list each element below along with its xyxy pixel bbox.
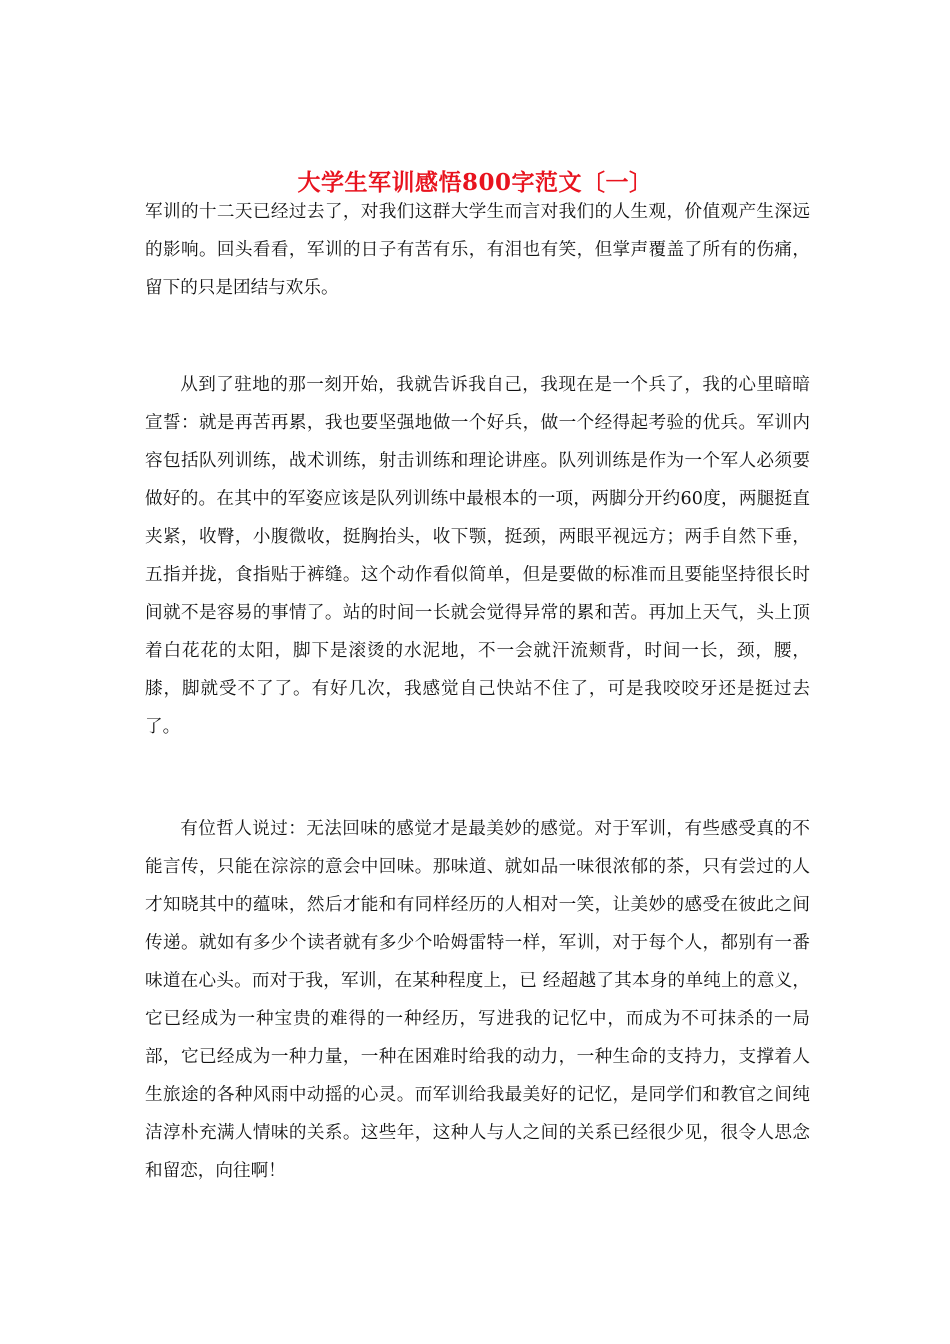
paragraph-training: 从到了驻地的那一刻开始，我就告诉我自己，我现在是一个兵了，我的心里暗暗宣誓：就是再苦再累，我也要坚强地做一个好兵，做一个经得起考验的优兵。军训内容包括队列训练，战术训练，射击训练和理论讲座。队列训练是作为一个军人必须要做好的。在其中的军姿应该是队列训练中最根本的一项，两脚分开约60度，两腿挺直夹紧，收臀，小腹微收，挺胸抬头，收下颚，挺颈，两眼平视远方；两手自然下垂，五指并拢，食指贴于裤缝。这个动作看似简单，但是要做的标准而且要能坚持很长时间就不是容易的事情了。站的时间一长就会觉得异常的累和苦。再加上天气，头上顶着白花花的太阳，脚下是滚烫的水泥地，不一会就汗流颊背，时间一长，颈，腰，膝，脚就受不了了。有好几次，我感觉自己快站不住了，可是我咬咬牙还是挺过去了。 xyxy=(145,375,810,737)
paragraph-intro: 军训的十二天已经过去了，对我们这群大学生而言对我们的人生观，价值观产生深远的影响。回头看看，军训的日子有苦有乐，有泪也有笑，但掌声覆盖了所有的伤痛，留下的只是团结与欢乐。 xyxy=(145,202,810,298)
paragraph-reflection: 有位哲人说过：无法回味的感觉才是最美妙的感觉。对于军训，有些感受真的不能言传，只能在淙淙的意会中回味。那味道、就如品一味很浓郁的茶，只有尝过的人才知晓其中的蕴味，然后才能和有同样经历的人相对一笑，让美妙的感受在彼此之间传递。就如有多少个读者就有多少个哈姆雷特一样，军训，对于每个人，都别有一番味道在心头。而对于我，军训，在某种程度上，已 经超越了其本身的单纯上的意义，它已经成为一种宝贵的难得的一种经历，写进我的记忆中，而成为不可抹杀的一局部，它已经成为一种力量，一种在困难时给我的动力，一种生命的支持力，支撑着人生旅途的各种风雨中动摇的心灵。而军训给我最美好的记忆，是同学们和教官之间纯洁淳朴充满人情味的关系。这些年，这种人与人之间的关系已经很少见，很令人思念和留恋，向往啊！ xyxy=(145,819,810,1181)
document-title: 大学生军训感悟800字范文〔一〕 xyxy=(297,169,653,197)
